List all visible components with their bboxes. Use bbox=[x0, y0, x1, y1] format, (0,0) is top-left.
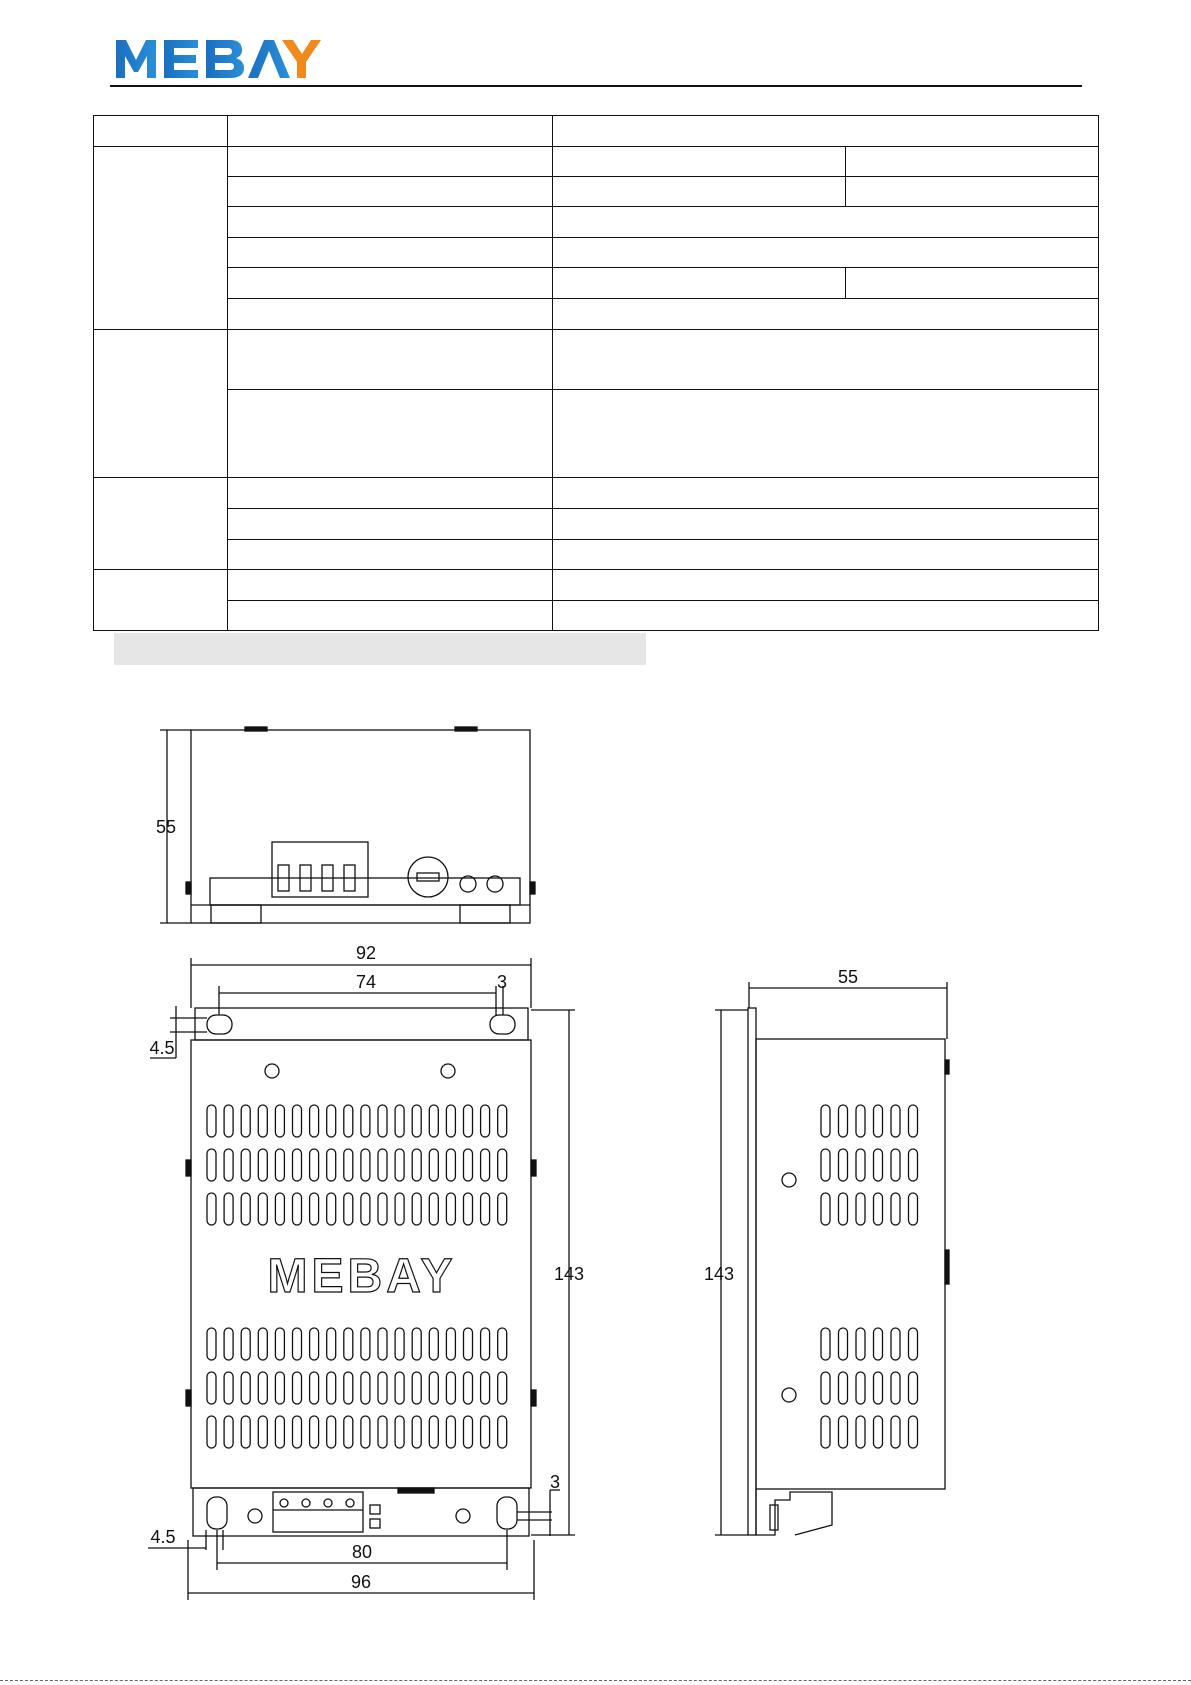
vent-slot bbox=[207, 1149, 216, 1181]
vent-slot bbox=[839, 1328, 848, 1360]
side-view bbox=[704, 967, 949, 1535]
vent-slot bbox=[891, 1149, 900, 1181]
vent-slot bbox=[874, 1105, 883, 1137]
vent-slot bbox=[446, 1372, 455, 1404]
vent-slot bbox=[446, 1328, 455, 1360]
vent-slot bbox=[361, 1149, 370, 1181]
table-cell bbox=[553, 570, 1099, 601]
table-cell bbox=[846, 268, 1099, 299]
vent-slot bbox=[344, 1372, 353, 1404]
vent-slot bbox=[464, 1416, 473, 1448]
embossed-logo: MEBAY bbox=[267, 1250, 457, 1303]
vent-slot bbox=[310, 1328, 319, 1360]
vent-slot bbox=[224, 1193, 233, 1225]
vent-slot bbox=[378, 1416, 387, 1448]
vent-slot bbox=[429, 1416, 438, 1448]
vent-slot bbox=[293, 1416, 302, 1448]
table-cell bbox=[553, 330, 1099, 390]
vent-slot bbox=[891, 1193, 900, 1225]
vent-slot bbox=[821, 1372, 830, 1404]
side-depth-label: 55 bbox=[837, 967, 859, 987]
vent-slot bbox=[821, 1105, 830, 1137]
vent-slot bbox=[856, 1193, 865, 1225]
vent-slot bbox=[856, 1328, 865, 1360]
hole-spacing-bottom-label: 80 bbox=[351, 1542, 373, 1562]
vent-slot bbox=[446, 1149, 455, 1181]
vent-slot bbox=[498, 1193, 507, 1225]
vent-slot bbox=[821, 1416, 830, 1448]
vent-slot bbox=[275, 1193, 284, 1225]
table-row bbox=[94, 601, 1099, 631]
header-rule bbox=[110, 85, 1082, 87]
vent-slot bbox=[909, 1416, 918, 1448]
vent-slot bbox=[429, 1328, 438, 1360]
vent-slot bbox=[327, 1416, 336, 1448]
vent-slot bbox=[874, 1372, 883, 1404]
vent-slot bbox=[395, 1193, 404, 1225]
side-vent-slots-lower bbox=[821, 1328, 918, 1448]
vent-slot bbox=[839, 1372, 848, 1404]
table-row bbox=[94, 509, 1099, 540]
table-cell bbox=[846, 147, 1099, 177]
vent-slot bbox=[344, 1328, 353, 1360]
footer-rule bbox=[0, 1680, 1191, 1681]
vent-slot bbox=[446, 1105, 455, 1137]
vent-slot bbox=[395, 1372, 404, 1404]
vent-slot bbox=[241, 1372, 250, 1404]
vent-slot bbox=[909, 1372, 918, 1404]
vent-slot bbox=[412, 1193, 421, 1225]
mebay-logo bbox=[112, 34, 322, 84]
vent-slot bbox=[293, 1328, 302, 1360]
table-cell bbox=[228, 540, 553, 570]
vent-slot bbox=[207, 1105, 216, 1137]
vent-slot bbox=[207, 1416, 216, 1448]
vent-slot bbox=[258, 1372, 267, 1404]
table-cell bbox=[228, 238, 553, 268]
section-caption-bar bbox=[114, 633, 646, 665]
table-row bbox=[94, 147, 1099, 177]
vent-slot bbox=[361, 1372, 370, 1404]
vent-slot bbox=[258, 1149, 267, 1181]
vent-slot bbox=[429, 1372, 438, 1404]
vent-slot bbox=[498, 1149, 507, 1181]
vent-slot bbox=[344, 1105, 353, 1137]
vent-slot bbox=[224, 1105, 233, 1137]
table-cell bbox=[553, 116, 1099, 147]
vent-slot bbox=[310, 1372, 319, 1404]
table-row bbox=[94, 540, 1099, 570]
table-cell bbox=[228, 601, 553, 631]
table-row bbox=[94, 330, 1099, 390]
table-row bbox=[94, 478, 1099, 509]
vent-slot bbox=[310, 1105, 319, 1137]
vent-slot bbox=[395, 1105, 404, 1137]
table-cell bbox=[553, 207, 1099, 238]
vent-slot bbox=[856, 1149, 865, 1181]
table-row bbox=[94, 116, 1099, 147]
vent-slot bbox=[481, 1372, 490, 1404]
vent-slot bbox=[275, 1372, 284, 1404]
vent-slot bbox=[395, 1149, 404, 1181]
vent-slot bbox=[412, 1372, 421, 1404]
vent-slot bbox=[293, 1193, 302, 1225]
vent-slot bbox=[361, 1416, 370, 1448]
overall-width-label: 96 bbox=[350, 1572, 372, 1592]
vent-slot bbox=[412, 1416, 421, 1448]
hole-spacing-top-label: 74 bbox=[355, 972, 377, 992]
vent-slot bbox=[361, 1328, 370, 1360]
vent-slot bbox=[481, 1193, 490, 1225]
table-row bbox=[94, 177, 1099, 207]
vent-slot bbox=[839, 1105, 848, 1137]
vent-slot bbox=[224, 1416, 233, 1448]
side-vent-slots-upper bbox=[821, 1105, 918, 1225]
table-cell bbox=[228, 116, 553, 147]
vent-slot bbox=[258, 1105, 267, 1137]
vent-slot bbox=[327, 1193, 336, 1225]
table-cell bbox=[553, 147, 846, 177]
vent-slot bbox=[856, 1416, 865, 1448]
vent-slot bbox=[258, 1416, 267, 1448]
vent-slot bbox=[395, 1328, 404, 1360]
vent-slot bbox=[412, 1328, 421, 1360]
vent-slot bbox=[395, 1416, 404, 1448]
vent-slot bbox=[344, 1416, 353, 1448]
slot-width-top-label: 3 bbox=[496, 972, 508, 992]
table-cell bbox=[228, 299, 553, 330]
table-cell bbox=[228, 330, 553, 390]
table-cell bbox=[846, 177, 1099, 207]
table-cell bbox=[228, 570, 553, 601]
vent-slot bbox=[429, 1105, 438, 1137]
vent-slot bbox=[464, 1193, 473, 1225]
vent-slot bbox=[224, 1372, 233, 1404]
vent-slot bbox=[378, 1328, 387, 1360]
vent-slot bbox=[241, 1149, 250, 1181]
vent-slot bbox=[412, 1149, 421, 1181]
vent-slot bbox=[429, 1193, 438, 1225]
spec-table bbox=[93, 115, 1099, 631]
vent-slot bbox=[241, 1105, 250, 1137]
slot-offset-left-label: 4.5 bbox=[149, 1038, 175, 1058]
vent-slot bbox=[258, 1328, 267, 1360]
vent-slot bbox=[327, 1372, 336, 1404]
vent-slot bbox=[241, 1328, 250, 1360]
vent-slots-lower bbox=[207, 1328, 507, 1448]
vent-slot bbox=[498, 1105, 507, 1137]
vent-slot bbox=[839, 1193, 848, 1225]
vent-slot bbox=[481, 1416, 490, 1448]
vent-slot bbox=[361, 1105, 370, 1137]
vent-slot bbox=[378, 1193, 387, 1225]
vent-slot bbox=[498, 1416, 507, 1448]
vent-slot bbox=[258, 1193, 267, 1225]
vent-slot bbox=[241, 1416, 250, 1448]
vent-slot bbox=[909, 1193, 918, 1225]
vent-slot bbox=[344, 1193, 353, 1225]
table-cell bbox=[553, 478, 1099, 509]
top-view-height-label: 55 bbox=[155, 817, 177, 837]
table-cell bbox=[94, 478, 228, 570]
vent-slot bbox=[821, 1328, 830, 1360]
table-cell bbox=[94, 147, 228, 330]
vent-slot bbox=[481, 1149, 490, 1181]
vent-slot bbox=[839, 1416, 848, 1448]
vent-slot bbox=[429, 1149, 438, 1181]
table-cell bbox=[553, 601, 1099, 631]
vent-slot bbox=[909, 1328, 918, 1360]
table-cell bbox=[553, 299, 1099, 330]
vent-slot bbox=[275, 1105, 284, 1137]
table-cell bbox=[228, 268, 553, 299]
vent-slot bbox=[874, 1149, 883, 1181]
vent-slot bbox=[207, 1328, 216, 1360]
vent-slot bbox=[891, 1105, 900, 1137]
vent-slot bbox=[310, 1416, 319, 1448]
vent-slot bbox=[327, 1149, 336, 1181]
table-row bbox=[94, 570, 1099, 601]
vent-slot bbox=[481, 1328, 490, 1360]
table-cell bbox=[228, 509, 553, 540]
vent-slot bbox=[207, 1193, 216, 1225]
vent-slot bbox=[412, 1105, 421, 1137]
vent-slot bbox=[293, 1372, 302, 1404]
vent-slot bbox=[891, 1328, 900, 1360]
vent-slot bbox=[891, 1416, 900, 1448]
vent-slot bbox=[498, 1372, 507, 1404]
slot-width-bottom-label: 3 bbox=[549, 1472, 561, 1492]
table-cell bbox=[228, 177, 553, 207]
vent-slot bbox=[207, 1372, 216, 1404]
side-height-label: 143 bbox=[703, 1264, 735, 1284]
top-view bbox=[156, 727, 535, 923]
table-row bbox=[94, 299, 1099, 330]
table-cell bbox=[94, 330, 228, 478]
vent-slot bbox=[891, 1372, 900, 1404]
vent-slot bbox=[224, 1149, 233, 1181]
vent-slot bbox=[909, 1149, 918, 1181]
table-row bbox=[94, 238, 1099, 268]
vent-slot bbox=[378, 1105, 387, 1137]
front-view bbox=[148, 943, 584, 1600]
table-cell bbox=[553, 238, 1099, 268]
table-row bbox=[94, 207, 1099, 238]
table-cell bbox=[553, 268, 846, 299]
vent-slot bbox=[856, 1105, 865, 1137]
vent-slot bbox=[839, 1149, 848, 1181]
vent-slots-upper bbox=[207, 1105, 507, 1225]
vent-slot bbox=[275, 1328, 284, 1360]
vent-slot bbox=[310, 1149, 319, 1181]
vent-slot bbox=[344, 1149, 353, 1181]
table-cell bbox=[228, 147, 553, 177]
vent-slot bbox=[293, 1105, 302, 1137]
vent-slot bbox=[874, 1193, 883, 1225]
table-cell bbox=[228, 207, 553, 238]
vent-slot bbox=[464, 1149, 473, 1181]
vent-slot bbox=[874, 1328, 883, 1360]
table-cell bbox=[228, 390, 553, 478]
table-cell bbox=[553, 390, 1099, 478]
table-row bbox=[94, 390, 1099, 478]
vent-slot bbox=[909, 1105, 918, 1137]
vent-slot bbox=[821, 1149, 830, 1181]
slot-offset-bottom-label: 4.5 bbox=[150, 1527, 176, 1547]
table-cell bbox=[553, 509, 1099, 540]
vent-slot bbox=[498, 1328, 507, 1360]
table-cell bbox=[553, 540, 1099, 570]
front-height-label: 143 bbox=[553, 1264, 585, 1284]
vent-slot bbox=[327, 1105, 336, 1137]
table-row bbox=[94, 268, 1099, 299]
table-cell bbox=[94, 116, 228, 147]
vent-slot bbox=[361, 1193, 370, 1225]
vent-slot bbox=[293, 1149, 302, 1181]
vent-slot bbox=[481, 1105, 490, 1137]
vent-slot bbox=[464, 1105, 473, 1137]
vent-slot bbox=[275, 1149, 284, 1181]
vent-slot bbox=[378, 1149, 387, 1181]
vent-slot bbox=[275, 1416, 284, 1448]
table-cell bbox=[94, 570, 228, 631]
vent-slot bbox=[241, 1193, 250, 1225]
dimension-drawing bbox=[0, 700, 1191, 1640]
vent-slot bbox=[310, 1193, 319, 1225]
vent-slot bbox=[821, 1193, 830, 1225]
front-width-label: 92 bbox=[355, 943, 377, 963]
table-cell bbox=[228, 478, 553, 509]
vent-slot bbox=[224, 1328, 233, 1360]
vent-slot bbox=[464, 1372, 473, 1404]
vent-slot bbox=[378, 1372, 387, 1404]
vent-slot bbox=[856, 1372, 865, 1404]
vent-slot bbox=[446, 1193, 455, 1225]
vent-slot bbox=[464, 1328, 473, 1360]
table-cell bbox=[553, 177, 846, 207]
vent-slot bbox=[446, 1416, 455, 1448]
vent-slot bbox=[327, 1328, 336, 1360]
vent-slot bbox=[874, 1416, 883, 1448]
